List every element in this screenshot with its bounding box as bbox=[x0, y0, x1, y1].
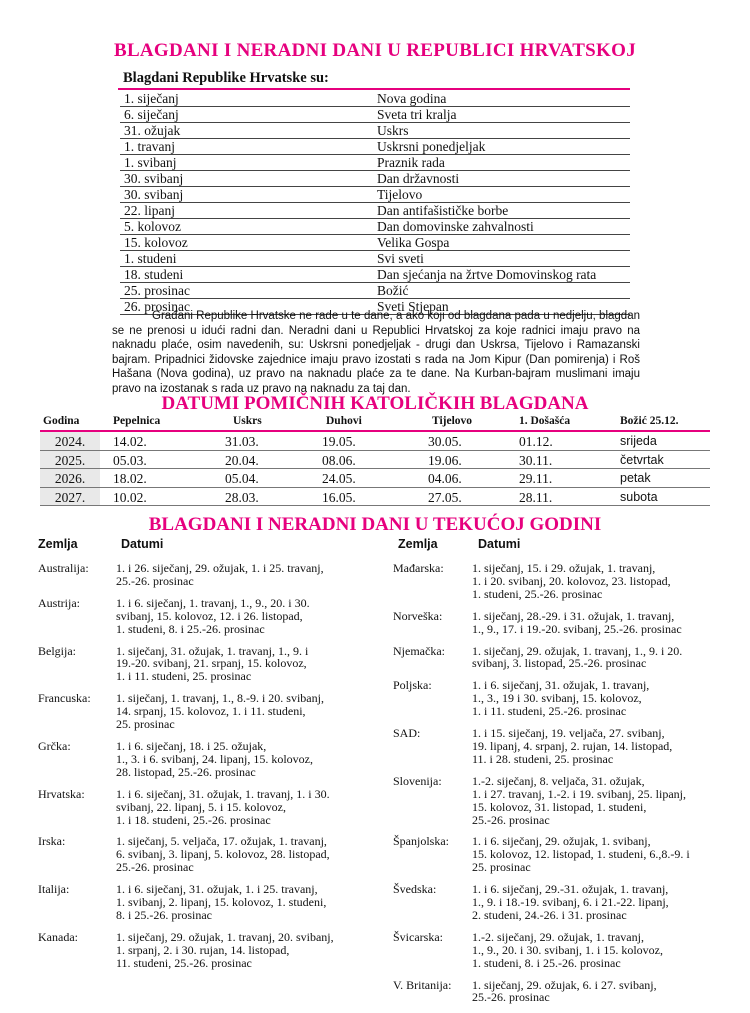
holiday-name: Nova godina bbox=[377, 91, 447, 106]
duhovi-cell: 08.06. bbox=[322, 452, 356, 468]
holiday-date: 30. svibanj bbox=[124, 171, 184, 186]
bozic-cell: srijeda bbox=[620, 434, 657, 448]
country-name: Poljska: bbox=[393, 678, 432, 693]
country-dates: 1. i 6. siječanj, 29.-31. ožujak, 1. travanj, 1., 9. i 18.-19. svibanj, 6. i 21.-22. lipanj, 2. studeni, 24.-26. i 31. prosinac bbox=[472, 882, 669, 922]
country-dates: 1. i 15. siječanj, 19. veljača, 27. svibanj, 19. lipanj, 4. srpanj, 2. rujan, 14. listopad, 11. i 28. studeni, 25. prosinac bbox=[472, 726, 673, 766]
country-entry bbox=[38, 835, 353, 874]
country-entry bbox=[38, 597, 353, 636]
holiday-name: Uskrs bbox=[377, 123, 409, 138]
holiday-date: 5. kolovoz bbox=[124, 219, 181, 234]
holidays-notes bbox=[112, 309, 640, 397]
pepelnica-cell: 14.02. bbox=[113, 434, 147, 449]
holiday-row bbox=[120, 171, 630, 187]
holiday-name: Dan domovinske zahvalnosti bbox=[377, 219, 534, 234]
pepelnica-cell: 10.02. bbox=[113, 489, 147, 505]
table-row bbox=[40, 469, 710, 488]
country-dates: 1. i 26. siječanj, 29. ožujak, 1. i 25. travanj, 25.-26. prosinac bbox=[116, 561, 324, 588]
country-dates: 1. i 6. siječanj, 1. travanj, 1., 9., 20. i 30. svibanj, 15. kolovoz, 12. i 26. listopad, 1. studeni, 8. i 25.-26. prosinac bbox=[116, 595, 310, 636]
countries-left bbox=[38, 562, 353, 979]
country-name: SAD: bbox=[393, 726, 421, 741]
holiday-name: Uskrsni ponedjeljak bbox=[377, 139, 486, 154]
year-cell: 2026. bbox=[40, 469, 100, 487]
country-name: Španjolska: bbox=[393, 834, 449, 849]
country-name: Australija: bbox=[38, 561, 89, 575]
dosasce-cell: 29.11. bbox=[519, 471, 553, 486]
uskrs-cell: 05.04. bbox=[225, 471, 259, 486]
country-dates: 1. siječanj, 29. ožujak, 1. travanj, 20. svibanj, 1. srpanj, 2. i 30. rujan, 14. listopad, 11. studeni, 25.-26. prosinac bbox=[116, 929, 334, 970]
table-row bbox=[40, 432, 710, 451]
country-name: Irska: bbox=[38, 834, 66, 849]
notes-paragraph: Građani Republike Hrvatske ne rade u te dane, a ako koji od blagdana pada u nedjelju, blagdan se ne prenosi u idući radni dan. Neradni dani u Republici Hrvatskoj za koje radnici imaju pravo na naknadu plaće, osim navedenih, su: Uskrsni ponedjeljak - drugi dan Uskrsa, Tijelovo i Ramazanski bajram. Pripadnici židovske zajednice imaju pravo izostati s rada na Jom Kipur (Dan pomirenja) i Roš Hašana (Nova godina), uz pravo na naknadu plaće za te dane. Na Kurban-bajram muslimani imaju pravo na izostanak s rada uz pravo na naknadu za taj dan. bbox=[112, 310, 640, 395]
dosasce-cell: 28.11. bbox=[519, 489, 553, 505]
duhovi-cell: 24.05. bbox=[322, 471, 356, 486]
tijelovo-cell: 04.06. bbox=[428, 471, 462, 486]
holiday-name: Tijelovo bbox=[377, 187, 423, 202]
header-bozic: Božić 25.12. bbox=[620, 415, 679, 427]
holiday-date: 25. prosinac bbox=[124, 283, 190, 298]
country-entry bbox=[393, 883, 718, 922]
country-dates: 1. siječanj, 5. veljača, 17. ožujak, 1. travanj, 6. svibanj, 3. lipanj, 5. kolovoz, 28. listopad, 25.-26. prosinac bbox=[116, 834, 330, 875]
holiday-date: 1. siječanj bbox=[124, 91, 179, 106]
country-dates: 1. i 6. siječanj, 31. ožujak, 1. travanj, 1. i 30. svibanj, 22. lipanj, 5. i 15. kolovoz, 1. i 18. studeni, 25.-26. prosinac bbox=[116, 786, 330, 827]
holiday-row bbox=[120, 91, 630, 107]
col-country-right: Zemlja bbox=[398, 537, 438, 551]
holiday-date: 1. svibanj bbox=[124, 155, 177, 170]
holiday-row bbox=[120, 267, 630, 283]
country-entry bbox=[393, 775, 718, 827]
country-dates: 1. i 6. siječanj, 18. i 25. ožujak, 1., 3. i 6. svibanj, 24. lipanj, 15. kolovoz, 28. listopad, 25.-26. prosinac bbox=[116, 738, 313, 779]
holiday-date: 31. ožujak bbox=[124, 123, 181, 138]
bozic-cell: petak bbox=[620, 471, 651, 485]
country-entry bbox=[38, 931, 353, 970]
country-entry bbox=[393, 727, 718, 766]
uskrs-cell: 20.04. bbox=[225, 452, 259, 468]
country-dates: 1. siječanj, 29. ožujak, 6. i 27. svibanj, 25.-26. prosinac bbox=[472, 977, 657, 1005]
holiday-date: 18. studeni bbox=[124, 267, 184, 282]
col-country-left: Zemlja bbox=[38, 537, 78, 551]
country-name: Italija: bbox=[38, 882, 70, 897]
bozic-cell: četvrtak bbox=[620, 452, 664, 467]
holiday-date: 22. lipanj bbox=[124, 203, 175, 218]
duhovi-cell: 16.05. bbox=[322, 489, 356, 505]
holiday-row bbox=[120, 187, 630, 203]
holiday-date: 15. kolovoz bbox=[124, 235, 188, 250]
tijelovo-cell: 30.05. bbox=[428, 434, 462, 449]
country-dates: 1. i 6. siječanj, 31. ožujak, 1. i 25. travanj, 1. svibanj, 2. lipanj, 15. kolovoz, 1. studeni, 8. i 25.-26. prosinac bbox=[116, 882, 327, 922]
country-dates: 1. siječanj, 1. travanj, 1., 8.-9. i 20. svibanj, 14. srpanj, 15. kolovoz, 1. i 11. studeni, 25. prosinac bbox=[116, 691, 324, 732]
country-dates: 1.-2. siječanj, 8. veljača, 31. ožujak, 1. i 27. travanj, 1.-2. i 19. svibanj, 25. lipanj, 15. kolovoz, 31. listopad, 1. studeni, 25.-26. prosinac bbox=[472, 773, 686, 827]
year-cell: 2025. bbox=[40, 451, 100, 469]
header-year: Godina bbox=[43, 415, 80, 427]
holiday-row bbox=[120, 235, 630, 251]
country-name: Austrija: bbox=[38, 595, 80, 610]
country-name: Belgija: bbox=[38, 643, 76, 658]
country-name: Slovenija: bbox=[393, 773, 442, 788]
country-name: V. Britanija: bbox=[393, 977, 452, 992]
country-name: Njemačka: bbox=[393, 643, 445, 658]
holiday-row bbox=[120, 155, 630, 171]
holiday-name: Sveti Stjepan bbox=[377, 299, 449, 314]
header-dosasce: 1. Došašća bbox=[519, 415, 571, 427]
holiday-row bbox=[120, 123, 630, 139]
pepelnica-cell: 05.03. bbox=[113, 452, 147, 468]
uskrs-cell: 31.03. bbox=[225, 434, 259, 449]
country-entry bbox=[393, 931, 718, 970]
col-dates-left: Datumi bbox=[121, 537, 164, 551]
croatian-holidays-table bbox=[120, 91, 630, 315]
table-header bbox=[40, 414, 710, 430]
country-name: Mađarska: bbox=[393, 561, 444, 575]
country-name: Švedska: bbox=[393, 882, 437, 897]
duhovi-cell: 19.05. bbox=[322, 434, 356, 449]
holiday-name: Svi sveti bbox=[377, 251, 424, 266]
country-entry bbox=[38, 562, 353, 588]
country-dates: 1. siječanj, 31. ožujak, 1. travanj, 1., 9. i 19.-20. svibanj, 21. srpanj, 15. kolovoz, 1. i 11. studeni, 25. prosinac bbox=[116, 643, 309, 684]
movable-holidays-table bbox=[40, 414, 710, 506]
country-name: Hrvatska: bbox=[38, 786, 85, 801]
country-dates: 1. siječanj, 29. ožujak, 1. travanj, 1., 9. i 20. svibanj, 3. listopad, 25.-26. prosinac bbox=[472, 643, 683, 671]
table-row bbox=[40, 451, 710, 470]
holidays-intro: Blagdani Republike Hrvatske su: bbox=[123, 70, 329, 86]
holiday-date: 1. travanj bbox=[124, 139, 175, 154]
holiday-date: 26. prosinac bbox=[124, 299, 190, 314]
country-entry bbox=[38, 692, 353, 731]
country-entry bbox=[393, 562, 718, 601]
country-name: Norveška: bbox=[393, 608, 443, 623]
pepelnica-cell: 18.02. bbox=[113, 471, 147, 486]
holiday-row bbox=[120, 107, 630, 123]
country-dates: 1. i 6. siječanj, 29. ožujak, 1. svibanj, 15. kolovoz, 12. listopad, 1. studeni, 6.,8.-9. i 25. prosinac bbox=[472, 834, 690, 875]
movable-holidays-title: DATUMI POMIČNIH KATOLIČKIH BLAGDANA bbox=[161, 393, 589, 414]
header-duhovi: Duhovi bbox=[326, 415, 362, 427]
holiday-row bbox=[120, 283, 630, 299]
col-dates-right: Datumi bbox=[478, 537, 521, 551]
table-row bbox=[40, 488, 710, 507]
holiday-date: 6. siječanj bbox=[124, 107, 179, 122]
header-pepelnica: Pepelnica bbox=[113, 415, 161, 427]
country-entry bbox=[38, 883, 353, 922]
country-dates: 1. i 6. siječanj, 31. ožujak, 1. travanj, 1., 3., 19 i 30. svibanj, 15. kolovoz, 1. i 11. studeni, 25.-26. prosinac bbox=[472, 678, 650, 719]
tijelovo-cell: 19.06. bbox=[428, 452, 462, 468]
dosasce-cell: 30.11. bbox=[519, 452, 553, 468]
holiday-name: Dan antifašističke borbe bbox=[377, 203, 509, 218]
holiday-name: Božić bbox=[377, 283, 409, 298]
country-entry bbox=[393, 679, 718, 718]
year-cell: 2024. bbox=[40, 432, 100, 450]
country-dates: 1.-2. siječanj, 29. ožujak, 1. travanj, 1., 9., 20. i 30. svibanj, 1. i 15. kolovoz, 1. studeni, 8. i 25.-26. prosinac bbox=[472, 929, 663, 970]
tijelovo-cell: 27.05. bbox=[428, 489, 462, 505]
holiday-row bbox=[120, 219, 630, 235]
bozic-cell: subota bbox=[620, 489, 658, 504]
country-entry bbox=[393, 645, 718, 671]
country-entry bbox=[38, 788, 353, 827]
country-entry bbox=[393, 835, 718, 874]
current-year-title: BLAGDANI I NERADNI DANI U TEKUĆOJ GODINI bbox=[148, 514, 602, 535]
holiday-name: Dan državnosti bbox=[377, 171, 460, 186]
holiday-row bbox=[120, 203, 630, 219]
country-entry bbox=[393, 610, 718, 636]
country-entry bbox=[38, 740, 353, 779]
countries-right bbox=[393, 562, 718, 1013]
country-entry bbox=[393, 979, 718, 1005]
dosasce-cell: 01.12. bbox=[519, 434, 553, 449]
year-cell: 2027. bbox=[40, 488, 100, 506]
holiday-row bbox=[120, 139, 630, 155]
country-dates: 1. siječanj, 15. i 29. ožujak, 1. travanj, 1. i 20. svibanj, 20. kolovoz, 23. listopad, 1. studeni, 25.-26. prosinac bbox=[472, 561, 671, 601]
table-rule bbox=[118, 88, 630, 90]
country-entry bbox=[38, 645, 353, 684]
page-title: BLAGDANI I NERADNI DANI U REPUBLICI HRVATSKOJ bbox=[113, 40, 637, 61]
holiday-name: Dan sjećanja na žrtve Domovinskog rata bbox=[377, 267, 597, 282]
country-name: Grčka: bbox=[38, 738, 71, 753]
holiday-row bbox=[120, 251, 630, 267]
country-dates: 1. siječanj, 28.-29. i 31. ožujak, 1. travanj, 1., 9., 17. i 19.-20. svibanj, 25.-26. prosinac bbox=[472, 608, 682, 636]
holiday-date: 30. svibanj bbox=[124, 187, 184, 202]
holiday-date: 1. studeni bbox=[124, 251, 177, 266]
header-uskrs: Uskrs bbox=[233, 415, 262, 427]
holiday-name: Praznik rada bbox=[377, 155, 445, 170]
header-tijelovo: Tijelovo bbox=[432, 415, 473, 427]
uskrs-cell: 28.03. bbox=[225, 489, 259, 505]
country-name: Francuska: bbox=[38, 691, 91, 706]
country-name: Švicarska: bbox=[393, 929, 443, 944]
country-name: Kanada: bbox=[38, 929, 78, 944]
holiday-name: Velika Gospa bbox=[377, 235, 450, 250]
holiday-name: Sveta tri kralja bbox=[377, 107, 457, 122]
